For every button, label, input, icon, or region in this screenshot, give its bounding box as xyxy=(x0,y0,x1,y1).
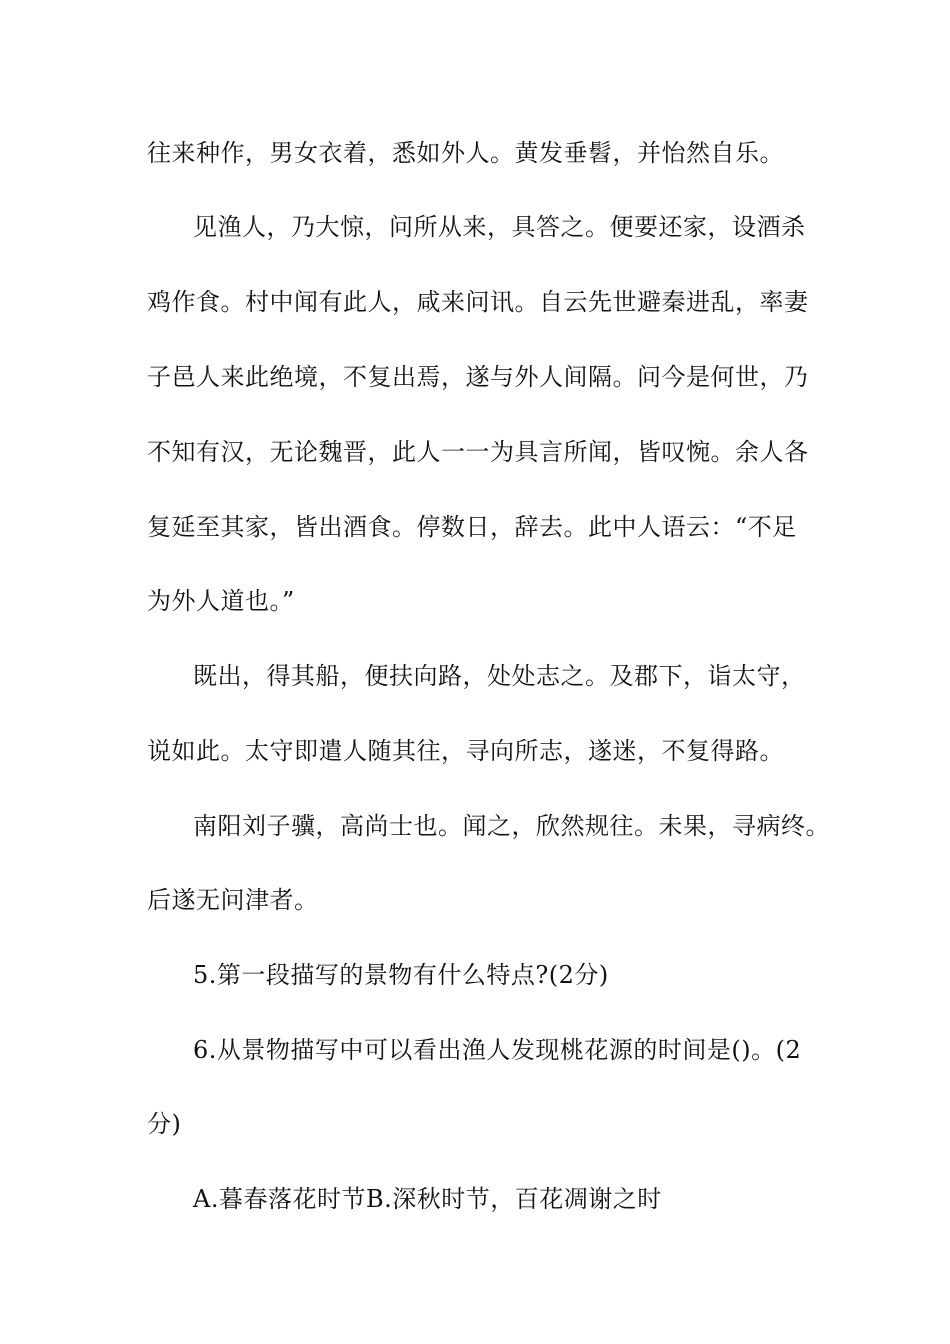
text-line: 为外人道也。” xyxy=(147,587,295,615)
text-line: 子邑人来此绝境，不复出焉，遂与外人间隔。问今是何世，乃 xyxy=(147,363,809,391)
text-line: 南阳刘子骥，高尚士也。闻之，欣然规往。未果，寻病终。 xyxy=(193,812,830,840)
text-line: 后遂无问津者。 xyxy=(147,886,319,914)
text-line: 说如此。太守即遣人随其往，寻向所志，遂迷，不复得路。 xyxy=(147,737,784,765)
question-6: 6.从景物描写中可以看出渔人发现桃花源的时间是()。(2 xyxy=(193,1036,802,1064)
text-line: 见渔人，乃大惊，问所从来，具答之。便要还家，设酒杀 xyxy=(193,213,806,241)
text-line: 鸡作食。村中闻有此人，咸来问讯。自云先世避秦进乱，率妻 xyxy=(147,288,809,316)
question-5: 5.第一段描写的景物有什么特点?(2分) xyxy=(193,961,609,989)
text-line: 不知有汉，无论魏晋，此人一一为具言所闻，皆叹惋。余人各 xyxy=(147,438,809,466)
text-line: 复延至其家，皆出酒食。停数日，辞去。此中人语云：“不足 xyxy=(147,513,797,541)
question-6-options: A.暮春落花时节B.深秋时节，百花凋谢之时 xyxy=(193,1185,662,1213)
text-line: 既出，得其船，便扶向路，处处志之。及郡下，诣太守， xyxy=(193,662,806,690)
text-line: 分) xyxy=(147,1110,182,1138)
text-line: 往来种作，男女衣着，悉如外人。黄发垂髫，并怡然自乐。 xyxy=(147,139,784,167)
